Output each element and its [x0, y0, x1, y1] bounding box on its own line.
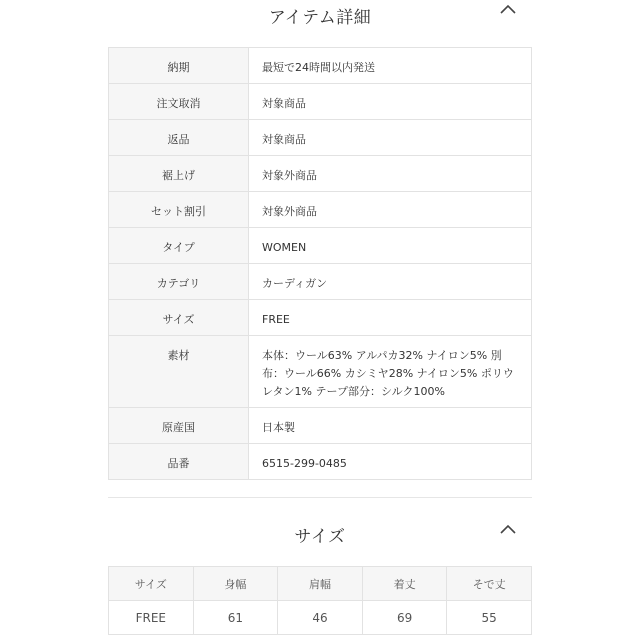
detail-label: 品番	[109, 444, 249, 480]
item-details-header[interactable]	[108, 0, 532, 30]
size-cell: 61	[193, 601, 278, 635]
detail-row-material	[109, 336, 532, 408]
detail-row-origin	[109, 408, 532, 444]
detail-row-category	[109, 264, 532, 300]
detail-row-set-discount	[109, 192, 532, 228]
detail-row-returns	[109, 120, 532, 156]
size-cell: FREE	[109, 601, 194, 635]
size-section-header[interactable]	[108, 520, 532, 550]
size-table-row	[109, 601, 532, 635]
detail-label: サイズ	[109, 300, 249, 336]
detail-row-hemming	[109, 156, 532, 192]
item-details-table	[108, 47, 532, 480]
detail-row-order-cancel	[109, 84, 532, 120]
detail-label: 納期	[109, 48, 249, 84]
size-table	[108, 566, 532, 635]
section-divider	[108, 497, 532, 498]
detail-value: カーディガン	[249, 264, 532, 300]
size-cell: 55	[447, 601, 532, 635]
detail-row-type	[109, 228, 532, 264]
size-cell: 46	[278, 601, 363, 635]
detail-label: タイプ	[109, 228, 249, 264]
detail-row-delivery	[109, 48, 532, 84]
detail-value: FREE	[249, 300, 532, 336]
size-header-cell: 着丈	[362, 567, 447, 601]
detail-label: 裾上げ	[109, 156, 249, 192]
detail-value: WOMEN	[249, 228, 532, 264]
detail-value: 日本製	[249, 408, 532, 444]
detail-label: 注文取消	[109, 84, 249, 120]
size-table-header-row	[109, 567, 532, 601]
detail-value: 対象外商品	[249, 156, 532, 192]
item-details-title: アイテム詳細	[268, 8, 372, 28]
size-header-cell: そで丈	[447, 567, 532, 601]
size-header-cell: 身幅	[193, 567, 278, 601]
detail-value: 6515-299-0485	[249, 444, 532, 480]
size-header-cell: サイズ	[109, 567, 194, 601]
detail-label: 素材	[109, 336, 249, 408]
detail-row-size	[109, 300, 532, 336]
detail-value: 本体：ウール63% アルパカ32% ナイロン5% 別布：ウール66% カシミヤ28% ナイロン5% ポリウレタン1% テープ部分：シルク100%	[249, 336, 532, 408]
size-section-title: サイズ	[294, 527, 346, 547]
detail-row-product-number	[109, 444, 532, 480]
chevron-up-icon[interactable]	[500, 524, 516, 534]
detail-value: 対象商品	[249, 120, 532, 156]
detail-value: 対象外商品	[249, 192, 532, 228]
detail-label: 原産国	[109, 408, 249, 444]
detail-value: 最短で24時間以内発送	[249, 48, 532, 84]
detail-label: セット割引	[109, 192, 249, 228]
chevron-up-icon[interactable]	[500, 4, 516, 14]
detail-label: 返品	[109, 120, 249, 156]
size-cell: 69	[362, 601, 447, 635]
detail-label: カテゴリ	[109, 264, 249, 300]
size-header-cell: 肩幅	[278, 567, 363, 601]
detail-value: 対象商品	[249, 84, 532, 120]
